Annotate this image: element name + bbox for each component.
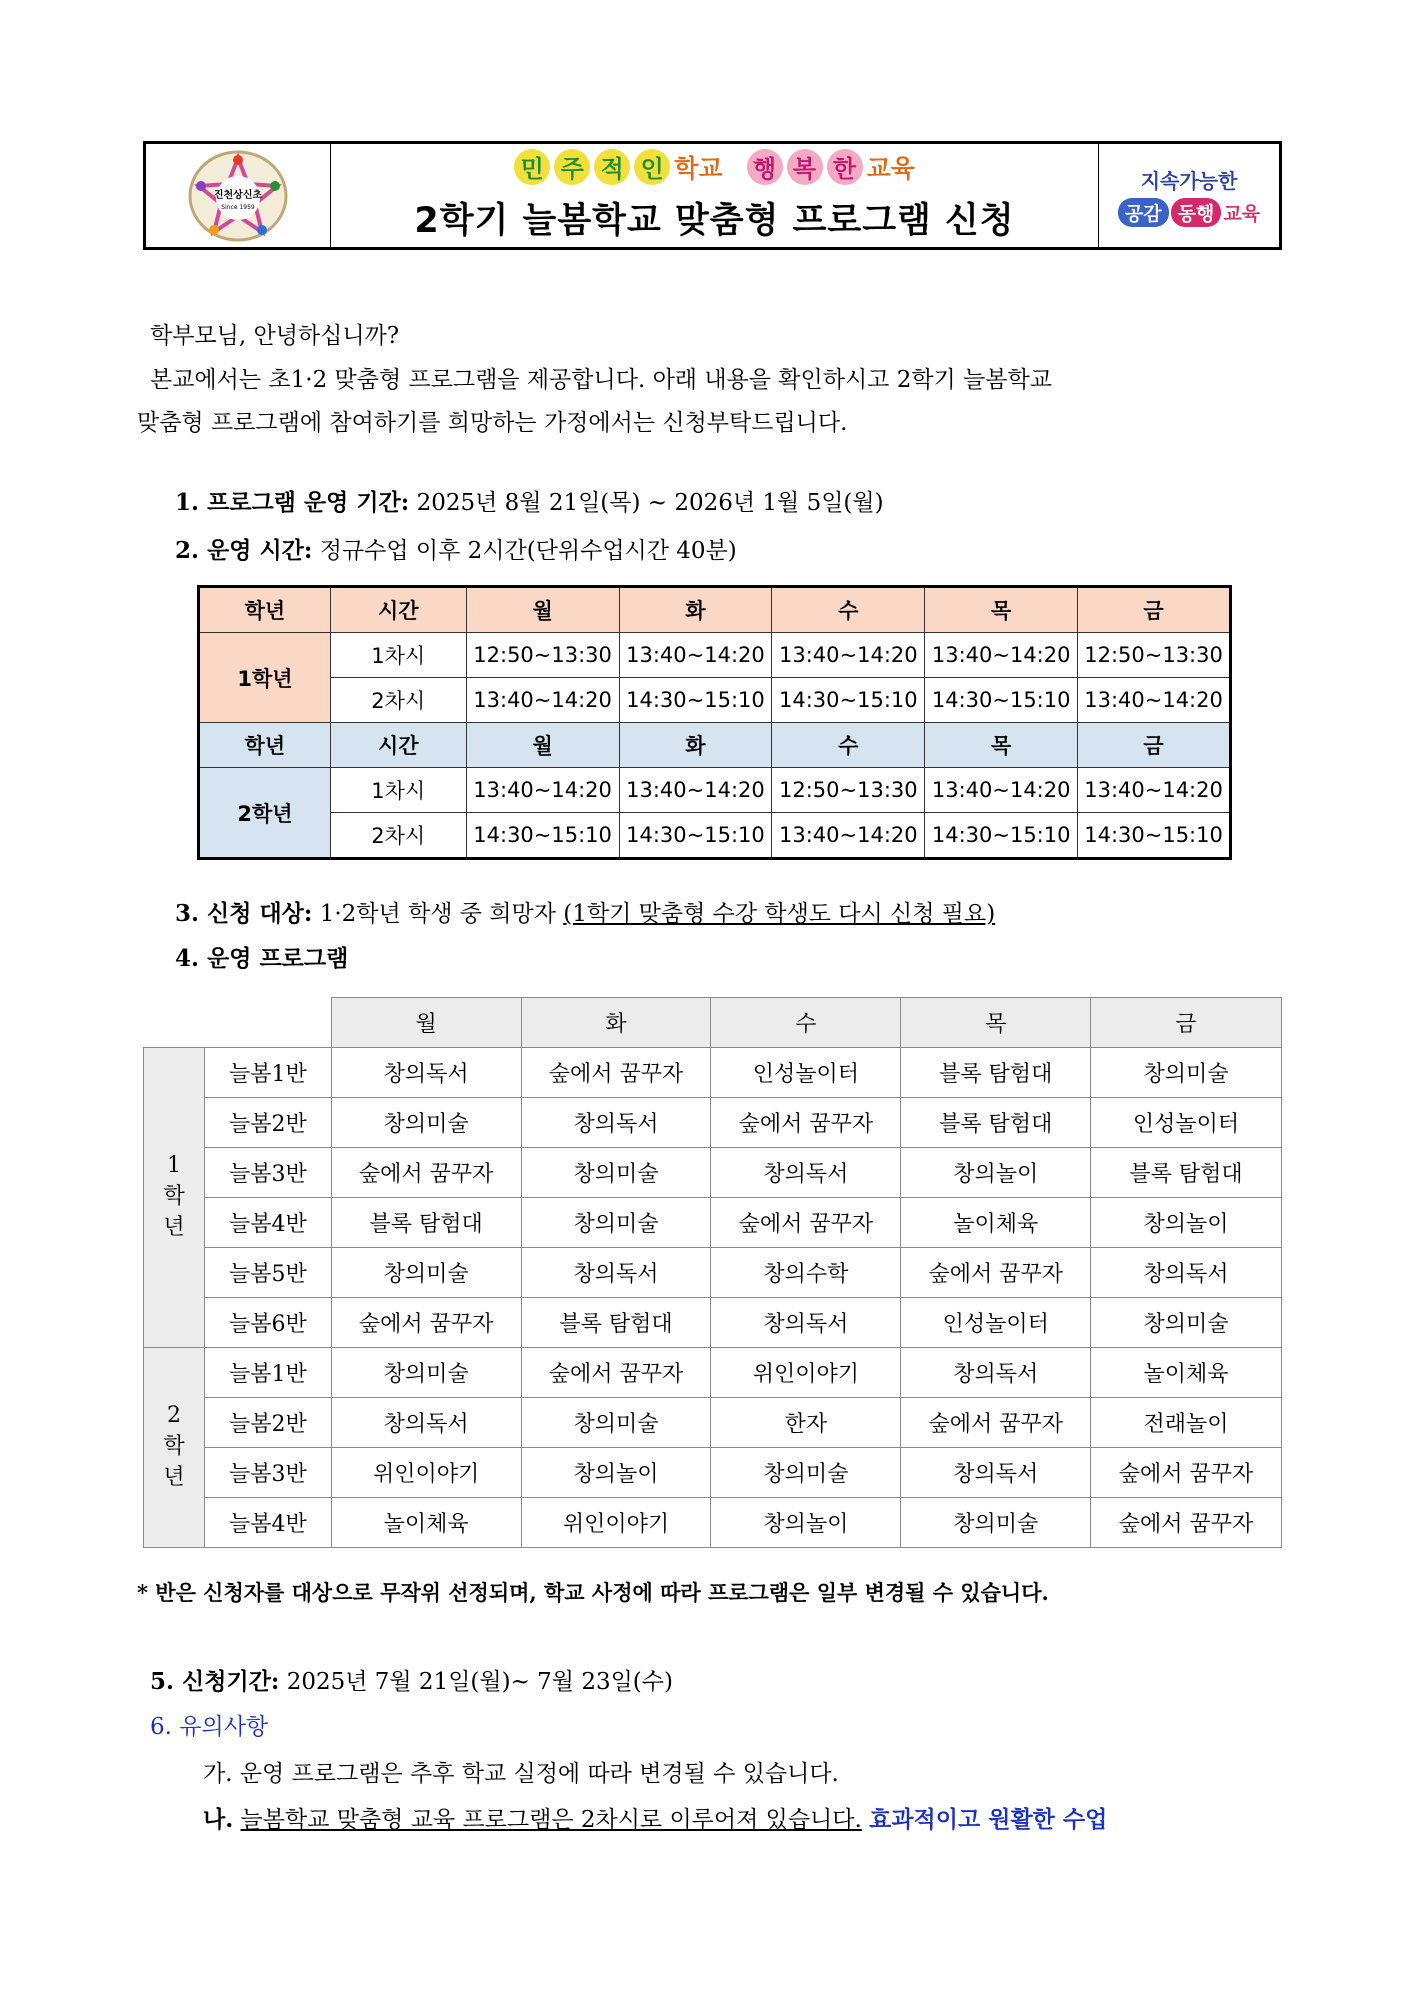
grade-char: 1 <box>166 1153 181 1179</box>
time-cell: 14:30~15:10 <box>925 813 1078 859</box>
intro-line-1: 본교에서는 초1·2 맞춤형 프로그램을 제공합니다. 아래 내용을 확인하시고 2학기 늘봄학교 <box>150 367 1052 393</box>
note-na-blue: 효과적이고 원활한 수업 <box>869 1806 1108 1833</box>
item-1 <box>175 491 884 515</box>
slogan-char: 한 <box>827 149 863 185</box>
program-cell: 블록 탐험대 <box>331 1198 521 1248</box>
schedule-row <box>199 813 1231 859</box>
day-header: 화 <box>521 998 711 1048</box>
program-cell: 인성놀이터 <box>711 1048 901 1098</box>
program-cell: 창의미술 <box>521 1148 711 1198</box>
schedule-header-row <box>199 587 1231 633</box>
day-header: 목 <box>901 998 1091 1048</box>
grade-cell <box>144 1048 205 1348</box>
class-name-cell: 늘봄1반 <box>204 1048 331 1098</box>
program-cell: 창의놀이 <box>711 1498 901 1548</box>
time-cell: 14:30~15:10 <box>619 678 772 723</box>
item-5-label: 5. 신청기간: <box>150 1668 280 1695</box>
program-table <box>143 997 1282 1548</box>
program-cell: 한자 <box>711 1398 901 1448</box>
item-5 <box>150 1670 673 1694</box>
schedule-row <box>199 768 1231 813</box>
intro-line-2: 맞춤형 프로그램에 참여하기를 희망하는 가정에서는 신청부탁드립니다. <box>137 410 848 436</box>
slogan <box>514 149 915 185</box>
program-row <box>144 1348 1282 1398</box>
item-2 <box>175 539 737 563</box>
edu-slogan-line2 <box>1118 198 1260 227</box>
grade-char: 년 <box>163 1464 185 1490</box>
schedule-row <box>199 633 1231 678</box>
col-header: 학년 <box>199 723 331 768</box>
program-row <box>144 1248 1282 1298</box>
header-right-cell <box>1098 144 1279 247</box>
program-cell: 창의놀이 <box>901 1148 1091 1198</box>
time-cell: 13:40~14:20 <box>619 633 772 678</box>
blank-cell <box>144 998 205 1048</box>
time-cell: 12:50~13:30 <box>1078 633 1231 678</box>
program-cell: 창의미술 <box>521 1198 711 1248</box>
slogan-word: 교육 <box>866 153 915 183</box>
time-cell: 13:40~14:20 <box>925 768 1078 813</box>
grade-char: 학 <box>163 1184 185 1210</box>
program-cell: 숲에서 꿈꾸자 <box>711 1198 901 1248</box>
program-cell: 창의놀이 <box>521 1448 711 1498</box>
notes-title: 6. 유의사항 <box>150 1714 269 1740</box>
program-cell: 위인이야기 <box>521 1498 711 1548</box>
time-cell: 13:40~14:20 <box>772 633 925 678</box>
period-cell: 2차시 <box>330 813 466 859</box>
class-name-cell: 늘봄1반 <box>204 1348 331 1398</box>
edu-pill-2: 동행 <box>1171 198 1222 227</box>
period-cell: 2차시 <box>330 678 466 723</box>
col-header: 수 <box>772 587 925 633</box>
blank-cell <box>204 998 331 1048</box>
program-row <box>144 1498 1282 1548</box>
program-cell: 창의독서 <box>331 1398 521 1448</box>
day-header: 수 <box>711 998 901 1048</box>
school-logo-since: Since 1959 <box>221 203 255 211</box>
program-cell: 블록 탐험대 <box>901 1048 1091 1098</box>
item-2-value: 정규수업 이후 2시간(단위수업시간 40분) <box>319 538 737 564</box>
class-name-cell: 늘봄5반 <box>204 1248 331 1298</box>
col-header: 목 <box>925 587 1078 633</box>
program-cell: 창의독서 <box>331 1048 521 1098</box>
col-header: 화 <box>619 723 772 768</box>
item-1-value: 2025년 8월 21일(목) ~ 2026년 1월 5일(월) <box>416 490 884 516</box>
col-header: 학년 <box>199 587 331 633</box>
item-5-value: 2025년 7월 21일(월)~ 7월 23일(수) <box>286 1669 673 1695</box>
time-cell: 13:40~14:20 <box>619 768 772 813</box>
program-cell: 숲에서 꿈꾸자 <box>711 1098 901 1148</box>
program-cell: 창의미술 <box>711 1448 901 1498</box>
item-2-label: 2. 운영 시간: <box>175 537 313 564</box>
program-cell: 놀이체육 <box>1091 1348 1282 1398</box>
class-name-cell: 늘봄4반 <box>204 1198 331 1248</box>
item-3-note: (1학기 맞춤형 수강 학생도 다시 신청 필요) <box>563 901 996 927</box>
program-cell: 창의독서 <box>521 1248 711 1298</box>
col-header: 시간 <box>330 723 466 768</box>
class-name-cell: 늘봄6반 <box>204 1298 331 1348</box>
schedule-header-row <box>199 723 1231 768</box>
time-cell: 14:30~15:10 <box>466 813 619 859</box>
col-header: 금 <box>1078 723 1231 768</box>
page-title: 2학기 늘봄학교 맞춤형 프로그램 신청 <box>414 200 1015 241</box>
program-cell: 인성놀이터 <box>901 1298 1091 1348</box>
time-cell: 14:30~15:10 <box>1078 813 1231 859</box>
class-name-cell: 늘봄4반 <box>204 1498 331 1548</box>
time-cell: 13:40~14:20 <box>772 813 925 859</box>
program-cell: 숲에서 꿈꾸자 <box>901 1398 1091 1448</box>
program-header-row <box>144 998 1282 1048</box>
time-cell: 13:40~14:20 <box>466 768 619 813</box>
time-cell: 14:30~15:10 <box>619 813 772 859</box>
grade-char: 2 <box>166 1403 181 1429</box>
period-cell: 1차시 <box>330 768 466 813</box>
time-cell: 12:50~13:30 <box>772 768 925 813</box>
program-cell: 창의독서 <box>521 1098 711 1148</box>
program-cell: 창의미술 <box>1091 1298 1282 1348</box>
time-cell: 14:30~15:10 <box>925 678 1078 723</box>
item-3-value: 1·2학년 학생 중 희망자 <box>319 901 556 927</box>
time-cell: 13:40~14:20 <box>1078 768 1231 813</box>
time-cell: 13:40~14:20 <box>1078 678 1231 723</box>
greeting: 학부모님, 안녕하십니까? <box>150 323 400 349</box>
school-logo-name: 진천상신초 <box>213 189 263 201</box>
program-cell: 블록 탐험대 <box>521 1298 711 1348</box>
schedule-row <box>199 678 1231 723</box>
day-header: 월 <box>331 998 521 1048</box>
item-3 <box>175 902 995 926</box>
program-cell: 블록 탐험대 <box>1091 1148 1282 1198</box>
program-cell: 인성놀이터 <box>1091 1098 1282 1148</box>
program-cell: 창의미술 <box>521 1398 711 1448</box>
program-cell: 숲에서 꿈꾸자 <box>1091 1498 1282 1548</box>
note-na-label: 나. <box>203 1806 234 1833</box>
program-cell: 창의독서 <box>711 1148 901 1198</box>
program-cell: 숲에서 꿈꾸자 <box>331 1148 521 1198</box>
slogan-word: 학교 <box>674 153 723 183</box>
program-cell: 숲에서 꿈꾸자 <box>521 1048 711 1098</box>
note-na-underlined: 늘봄학교 맞춤형 교육 프로그램은 2차시로 이루어져 있습니다. <box>240 1807 862 1833</box>
program-row <box>144 1198 1282 1248</box>
grade-cell <box>144 1348 205 1548</box>
program-cell: 창의미술 <box>901 1498 1091 1548</box>
class-name-cell: 늘봄3반 <box>204 1448 331 1498</box>
time-cell: 14:30~15:10 <box>772 678 925 723</box>
time-cell: 12:50~13:30 <box>466 633 619 678</box>
time-cell: 13:40~14:20 <box>466 678 619 723</box>
program-row <box>144 1098 1282 1148</box>
program-cell: 숲에서 꿈꾸자 <box>521 1348 711 1398</box>
program-cell: 숲에서 꿈꾸자 <box>1091 1448 1282 1498</box>
program-row <box>144 1298 1282 1348</box>
edu-slogan-line1: 지속가능한 <box>1140 168 1238 193</box>
header-title-cell <box>331 144 1098 247</box>
period-cell: 1차시 <box>330 633 466 678</box>
col-header: 목 <box>925 723 1078 768</box>
program-cell: 숲에서 꿈꾸자 <box>901 1248 1091 1298</box>
col-header: 금 <box>1078 587 1231 633</box>
program-cell: 위인이야기 <box>331 1448 521 1498</box>
program-row <box>144 1148 1282 1198</box>
program-cell: 창의독서 <box>1091 1248 1282 1298</box>
program-cell: 창의미술 <box>331 1248 521 1298</box>
note-ga: 가. 운영 프로그램은 추후 학교 실정에 따라 변경될 수 있습니다. <box>203 1761 839 1787</box>
program-cell: 창의독서 <box>901 1348 1091 1398</box>
item-3-label: 3. 신청 대상: <box>175 900 313 927</box>
slogan-char: 복 <box>787 149 823 185</box>
schedule-table <box>197 585 1232 860</box>
program-cell: 창의독서 <box>711 1298 901 1348</box>
grade-cell: 2학년 <box>199 768 331 859</box>
program-cell: 창의독서 <box>901 1448 1091 1498</box>
program-cell: 창의미술 <box>331 1348 521 1398</box>
item-1-label: 1. 프로그램 운영 기간: <box>175 489 410 516</box>
col-header: 시간 <box>330 587 466 633</box>
note-na <box>203 1808 1107 1832</box>
program-cell: 창의미술 <box>1091 1048 1282 1098</box>
time-cell: 13:40~14:20 <box>925 633 1078 678</box>
edu-pill-1: 공감 <box>1118 198 1169 227</box>
class-name-cell: 늘봄2반 <box>204 1098 331 1148</box>
program-cell: 전래놀이 <box>1091 1398 1282 1448</box>
program-cell: 창의미술 <box>331 1098 521 1148</box>
program-cell: 숲에서 꿈꾸자 <box>331 1298 521 1348</box>
program-row <box>144 1448 1282 1498</box>
slogan-char: 주 <box>554 149 590 185</box>
program-cell: 블록 탐험대 <box>901 1098 1091 1148</box>
col-header: 수 <box>772 723 925 768</box>
school-logo-cell <box>146 144 331 247</box>
col-header: 월 <box>466 723 619 768</box>
day-header: 금 <box>1091 998 1282 1048</box>
program-cell: 놀이체육 <box>901 1198 1091 1248</box>
slogan-char: 행 <box>747 149 783 185</box>
slogan-char: 민 <box>514 149 550 185</box>
grade-char: 년 <box>163 1214 185 1240</box>
footnote: * 반은 신청자를 대상으로 무작위 선정되며, 학교 사정에 따라 프로그램은 일부 변경될 수 있습니다. <box>137 1580 1049 1605</box>
program-cell: 위인이야기 <box>711 1348 901 1398</box>
slogan-char: 적 <box>594 149 630 185</box>
program-cell: 놀이체육 <box>331 1498 521 1548</box>
edu-tail: 교육 <box>1223 202 1261 225</box>
document-header <box>143 141 1282 250</box>
program-row <box>144 1048 1282 1098</box>
school-logo <box>185 148 291 244</box>
class-name-cell: 늘봄2반 <box>204 1398 331 1448</box>
grade-char: 학 <box>163 1434 185 1460</box>
col-header: 월 <box>466 587 619 633</box>
grade-cell: 1학년 <box>199 633 331 723</box>
col-header: 화 <box>619 587 772 633</box>
item-4-label: 4. 운영 프로그램 <box>175 945 349 972</box>
program-row <box>144 1398 1282 1448</box>
program-cell: 창의수학 <box>711 1248 901 1298</box>
class-name-cell: 늘봄3반 <box>204 1148 331 1198</box>
slogan-char: 인 <box>634 149 670 185</box>
program-cell: 창의놀이 <box>1091 1198 1282 1248</box>
